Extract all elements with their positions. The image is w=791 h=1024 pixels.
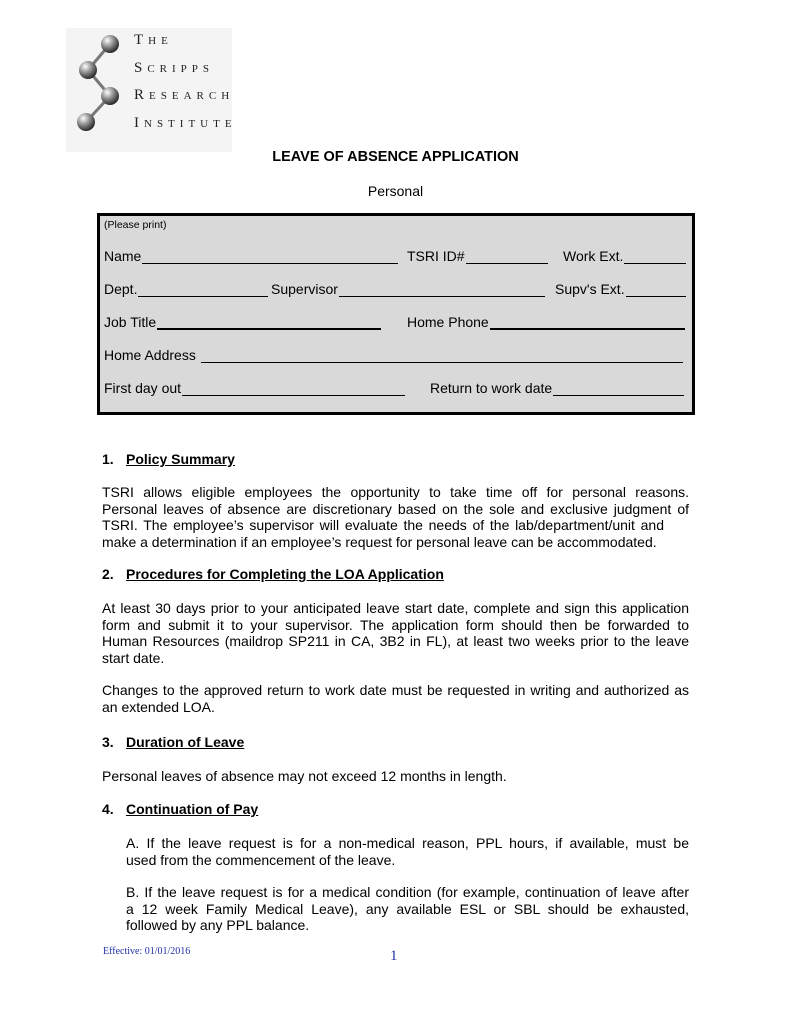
section-2-paragraph-1 <box>102 600 689 666</box>
paragraph-line: B. If the leave request is for a medical condition (for example, continuation of leave after <box>126 884 689 900</box>
job-title-label: Job Title <box>104 314 157 330</box>
molecule-logo-icon <box>70 34 140 144</box>
section-4-item-b <box>126 884 689 934</box>
section-4-item-a <box>126 835 689 868</box>
return-date-label: Return to work date <box>430 380 553 396</box>
paragraph-line: form and submit it to your supervisor. The application form should then be forwarded to <box>102 616 689 633</box>
return-date-field[interactable] <box>430 380 684 396</box>
form-row-name <box>104 248 686 268</box>
section-1-title: Policy Summary <box>126 451 235 467</box>
paragraph-line: followed by any PPL balance. <box>126 917 310 933</box>
tsri-id-field[interactable] <box>407 248 548 264</box>
paragraph-line: a 12 week Family Medical Leave), any available ESL or SBL should be exhausted, <box>126 900 689 917</box>
home-phone-label: Home Phone <box>407 314 489 330</box>
paragraph-line: At least 30 days prior to your anticipated leave start date, complete and sign this application <box>102 600 689 616</box>
work-ext-label: Work Ext. <box>563 248 624 264</box>
section-1-number: 1. <box>102 451 114 467</box>
home-phone-field[interactable] <box>407 314 685 330</box>
form-row-dates <box>104 380 686 400</box>
first-day-out-field[interactable] <box>104 380 405 396</box>
logo-word-scripps: SCRIPPS <box>134 60 215 76</box>
paragraph-line: A. If the leave request is for a non-medical reason, PPL hours, if available, must be <box>126 835 689 851</box>
supv-ext-label: Supv's Ext. <box>555 281 625 297</box>
page-number: 1 <box>390 948 398 964</box>
document-subtitle: Personal <box>367 183 424 199</box>
form-row-address <box>104 347 686 367</box>
supv-ext-field[interactable] <box>555 281 686 297</box>
section-2-title: Procedures for Completing the LOA Application <box>126 566 444 582</box>
paragraph-line: used from the commencement of the leave. <box>126 851 396 868</box>
paragraph-line: TSRI. The employee’s supervisor will evaluate the needs of the lab/department/unit and <box>102 517 664 533</box>
dept-label: Dept. <box>104 281 138 297</box>
document-title: LEAVE OF ABSENCE APPLICATION <box>272 149 519 165</box>
please-print-note: (Please print) <box>104 219 167 231</box>
logo-word-institute: INSTITUTE <box>134 115 237 131</box>
supervisor-field[interactable] <box>271 281 545 297</box>
form-row-dept <box>104 281 686 301</box>
dept-field[interactable] <box>104 281 268 297</box>
section-1-heading <box>102 451 235 467</box>
job-title-field[interactable] <box>104 314 381 330</box>
paragraph-line: Human Resources (maildrop SP211 in CA, 3B2 in FL), at least two weeks prior to the leave <box>102 633 689 649</box>
section-2-number: 2. <box>102 566 114 582</box>
institute-logo <box>66 28 237 152</box>
section-2-heading <box>102 566 444 582</box>
section-4-number: 4. <box>102 801 114 817</box>
logo-word-research: RESEARCH <box>134 87 235 103</box>
supervisor-label: Supervisor <box>271 281 338 297</box>
section-4-heading <box>102 801 258 817</box>
name-label: Name <box>104 248 142 264</box>
paragraph-line: make a determination if an employee’s request for personal leave can be accommodated. <box>102 533 657 550</box>
paragraph-line: an extended LOA. <box>102 698 215 715</box>
section-3-heading <box>102 734 244 750</box>
effective-date: Effective: 01/01/2016 <box>103 946 191 957</box>
section-3-title: Duration of Leave <box>126 734 245 750</box>
section-2-paragraph-2 <box>102 682 689 715</box>
paragraph-line: TSRI allows eligible employees the opportunity to take time off for personal reasons. <box>102 484 689 500</box>
section-4-title: Continuation of Pay <box>126 801 259 817</box>
section-3-number: 3. <box>102 734 114 750</box>
applicant-info-form <box>97 213 695 415</box>
paragraph-line: Personal leaves of absence are discretionary based on the sole and exclusive judgment of <box>102 500 689 517</box>
work-ext-field[interactable] <box>563 248 686 264</box>
paragraph-line: Personal leaves of absence may not exceed 12 months in length. <box>102 768 507 784</box>
home-address-field[interactable] <box>104 347 683 363</box>
paragraph-line: start date. <box>102 649 165 666</box>
name-field[interactable] <box>104 248 398 264</box>
section-1-body <box>102 484 689 550</box>
tsri-id-label: TSRI ID# <box>407 248 465 264</box>
section-3-body <box>102 768 689 785</box>
home-address-label: Home Address <box>104 347 196 363</box>
form-row-job <box>104 314 686 334</box>
logo-word-the: THE <box>134 32 173 48</box>
first-day-out-label: First day out <box>104 380 182 396</box>
paragraph-line: Changes to the approved return to work date must be requested in writing and authorized as <box>102 682 689 698</box>
